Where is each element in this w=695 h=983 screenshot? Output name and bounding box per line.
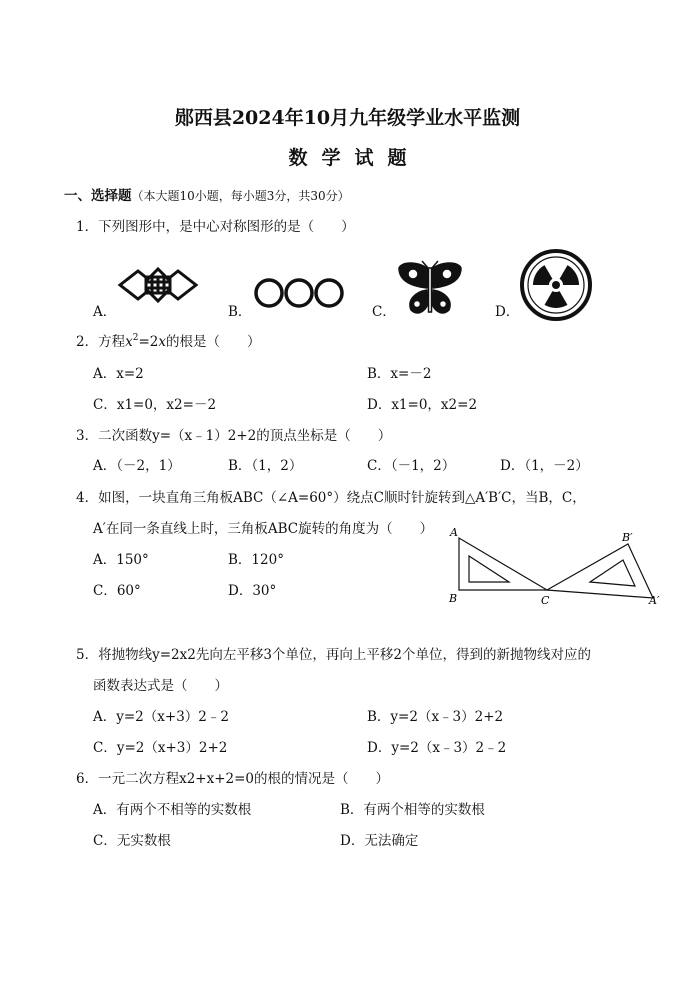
triangle-a1b1c-inner [590, 560, 635, 586]
q4-stem-line2: A′在同一条直线上时，三角板ABC旋转的角度为（ ） [93, 521, 434, 537]
q2-option-d: D．x1=0，x2=2 [367, 397, 478, 413]
q2-stem [76, 333, 260, 351]
q3-stem: 3．二次函数y=（x﹣1）2+2的顶点坐标是（ ） [76, 428, 392, 444]
q5-option-d: D．y=2（x﹣3）2﹣2 [367, 740, 507, 756]
q2-stem-suffix: 的根是（ ） [165, 334, 261, 350]
q2-option-b: B．x=－2 [367, 366, 432, 382]
q1-option-d: D． [495, 304, 520, 320]
q2-stem-var1: x [125, 334, 133, 350]
label-b: B [449, 592, 458, 605]
triangle-abc-inner [469, 556, 509, 582]
q1-option-c: C． [372, 304, 396, 320]
q6-option-c: C．无实数根 [93, 833, 171, 849]
section-note: （本大题10小题，每小题3分，共30分） [131, 189, 350, 203]
q2-option-a: A．x=2 [93, 366, 144, 382]
q2-stem-exp: 2 [132, 333, 139, 343]
olympic-rings-icon [253, 276, 345, 310]
q4-stem-line1: 4．如图，一块直角三角板ABC（∠A=60°）绕点C顺时针旋转到△A′B′C，当B，C， [76, 490, 586, 506]
q4-option-d: D．30° [228, 583, 277, 599]
q1-stem: 1．下列图形中，是中心对称图形的是（ ） [76, 219, 355, 235]
q5-stem-line1: 5．将抛物线y=2x2先向左平移3个单位，再向上平移2个单位，得到的新抛物线对应的 [76, 647, 591, 663]
exam-subtitle: 数学试题 [288, 147, 421, 169]
label-a-prime: A′ [649, 594, 660, 607]
q2-stem-mid: =2 [138, 334, 159, 350]
q4-option-a: A．150° [93, 552, 149, 568]
q3-option-c: C．（－1，2） [367, 458, 456, 474]
chinese-knot-icon [118, 265, 198, 305]
q2-stem-var2: x [158, 334, 166, 350]
label-a: A [450, 526, 458, 539]
q4-option-c: C．60° [93, 583, 141, 599]
butterfly-icon [397, 260, 463, 316]
q6-option-b: B．有两个相等的实数根 [340, 802, 485, 818]
q3-option-d: D．（1，－2） [500, 458, 589, 474]
section-heading [64, 187, 350, 205]
q6-option-d: D．无法确定 [340, 833, 419, 849]
radiation-icon [519, 248, 593, 322]
q5-stem-line2: 函数表达式是（ ） [93, 678, 228, 694]
q2-stem-prefix: 2．方程 [76, 334, 126, 350]
q5-option-c: C．y=2（x+3）2+2 [93, 740, 228, 756]
label-b-prime: B′ [622, 531, 633, 544]
q1-option-b: B． [228, 304, 252, 320]
q4-option-b: B．120° [228, 552, 284, 568]
exam-title: 郧西县2024年10月九年级学业水平监测 [174, 107, 521, 129]
section-title: 一、选择题 [64, 188, 132, 204]
q6-option-a: A．有两个不相等的实数根 [93, 802, 252, 818]
q5-option-b: B．y=2（x﹣3）2+2 [367, 709, 504, 725]
q3-option-a: A．（－2，1） [93, 458, 181, 474]
q3-option-b: B．（1，2） [228, 458, 303, 474]
q6-stem: 6．一元二次方程x2+x+2=0的根的情况是（ ） [76, 771, 390, 787]
q4-triangle-figure [445, 524, 670, 610]
triangle-a1b1c [547, 544, 653, 598]
q5-option-a: A．y=2（x+3）2﹣2 [93, 709, 229, 725]
q2-option-c: C．x1=0，x2=－2 [93, 397, 217, 413]
q1-option-a: A． [93, 304, 117, 320]
label-c: C [541, 594, 550, 607]
